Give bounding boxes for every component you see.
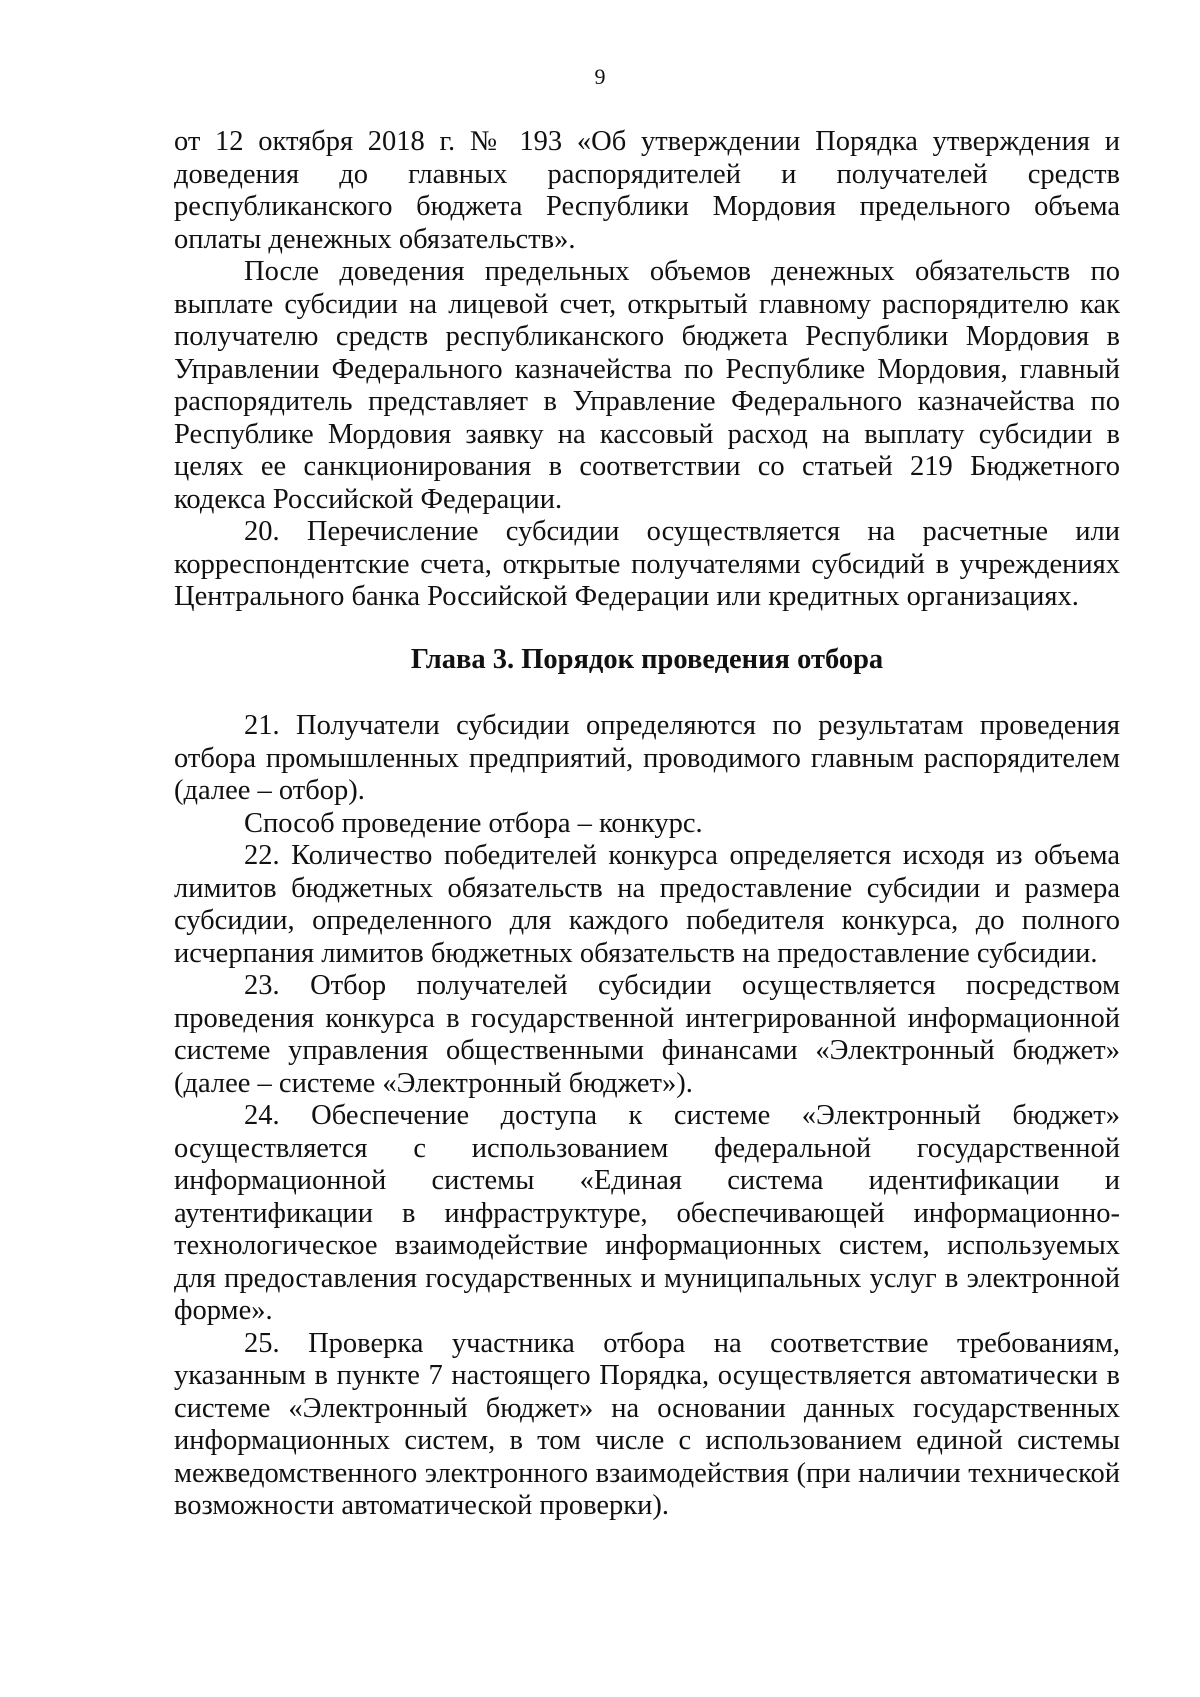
document-body: [174, 126, 1120, 1523]
paragraph-item-25: 25. Проверка участника отбора на соответствие требованиям, указанным в пункте 7 настоящего Порядка, осуществляется автоматически в системе «Электронный бюджет» на основании данных государственных информационных систем, в том числе с использованием единой системы межведомственного электронного взаимодействия (при наличии технической возможности автоматической проверки).: [174, 1327, 1120, 1521]
paragraph-item-22: 22. Количество победителей конкурса определяется исходя из объема лимитов бюджетных обязательств на предоставление субсидии и размера субсидии, определенного для каждого победителя конкурса, до полного исчерпания лимитов бюджетных обязательств на предоставление субсидии.: [174, 840, 1120, 969]
paragraph: После доведения предельных объемов денежных обязательств по выплате субсидии на лицевой счет, открытый главному распорядителю как получателю средств республиканского бюджета Республики Мордовия в Управлении Федерального казначейства по Республике Мордовия, главный распорядитель представляет в Управление Федерального казначейства по Республике Мордовия заявку на кассовый расход на выплату субсидии в целях ее санкционирования в соответствии со статьей 219 Бюджетного кодекса Российской Федерации.: [174, 256, 1120, 515]
paragraph-item-24: 24. Обеспечение доступа к системе «Электронный бюджет» осуществляется с использованием федеральной государственной информационной системы «Единая система идентификации и аутентификации в инфраструктуре, обеспечивающей информационно-технологическое взаимодействие информационных систем, используемых для предоставления государственных и муниципальных услуг в электронной форме».: [174, 1100, 1120, 1326]
paragraph: Способ проведение отбора – конкурс.: [244, 807, 703, 839]
page-number: 9: [594, 64, 606, 89]
paragraph-item-20: 20. Перечисление субсидии осуществляется на расчетные или корреспондентские счета, открытые получателями субсидий в учреждениях Центрального банка Российской Федерации или кредитных организациях.: [174, 516, 1120, 612]
paragraph-item-21: 21. Получатели субсидии определяются по результатам проведения отбора промышленных предприятий, проводимого главным распорядителем (далее – отбор).: [174, 710, 1120, 806]
paragraph-continuation: от 12 октября 2018 г. № 193 «Об утверждении Порядка утверждения и доведения до главных распорядителей и получателей средств республиканского бюджета Республики Мордовия предельного объема оплаты денежных обязательств».: [174, 126, 1120, 255]
chapter-heading: Глава 3. Порядок проведения отбора: [410, 643, 884, 675]
paragraph-item-23: 23. Отбор получателей субсидии осуществляется посредством проведения конкурса в государственной интегрированной информационной системе управления общественными финансами «Электронный бюджет» (далее – системе «Электронный бюджет»).: [174, 970, 1120, 1099]
